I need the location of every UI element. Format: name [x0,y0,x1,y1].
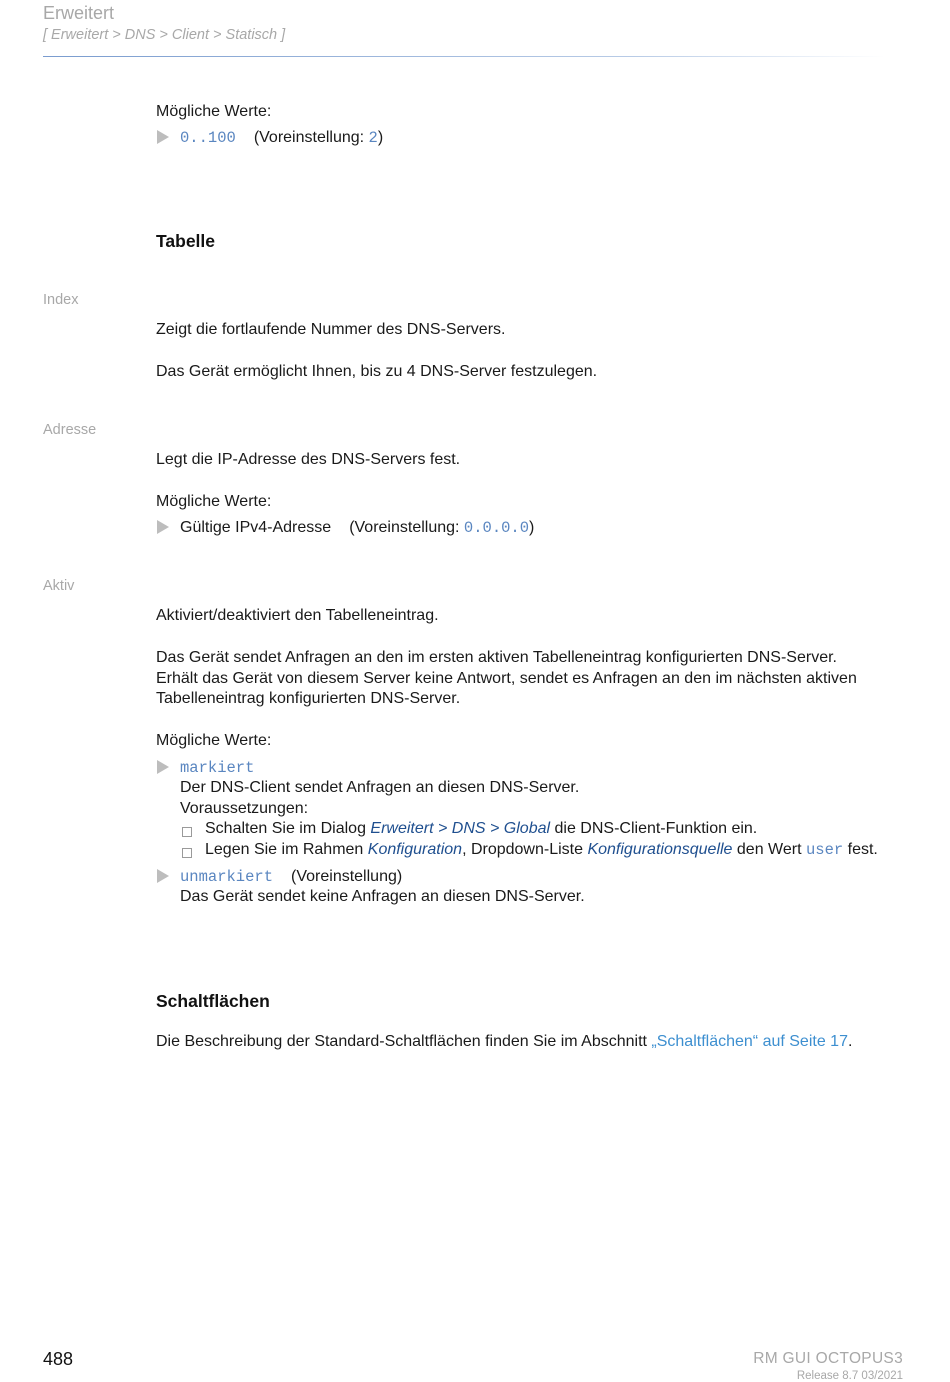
release-info: Release 8.7 03/2021 [796,1370,903,1382]
address-description: Legt die IP-Adresse des DNS-Servers fest. [156,451,461,468]
page-number: 488 [43,1349,74,1369]
checkbox-bullet-icon [182,845,192,863]
bullet-arrow-icon [157,869,169,888]
dropdown-link[interactable]: Konfigurationsquelle [587,841,733,858]
header-title: Erweitert [43,3,115,23]
default-value: 0.0.0.0 [463,519,530,537]
bullet-arrow-icon [157,130,169,149]
option-marked-description: Der DNS-Client sendet Anfragen an diesen DNS-Server. [180,779,580,796]
field-label-address: Adresse [43,422,97,438]
section-heading-table: Tabelle [156,231,216,251]
active-note-line3: Tabelleneintrag konfigurierten DNS-Server. [156,690,461,707]
option-default-tag: (Voreinstellung) [291,868,403,885]
field-label-active: Aktiv [43,578,75,594]
default-prefix: (Voreinstellung: [253,129,369,146]
product-name: RM GUI OCTOPUS3 [753,1350,903,1367]
range-value-item [180,128,383,149]
active-note-line1: Das Gerät sendet Anfragen an den im ersten aktiven Tabelleneintrag konfigurierten DNS-Server. [156,649,837,666]
option-marked-prerequisites: Voraussetzungen: [180,799,309,817]
bullet-arrow-icon [157,520,169,539]
prerequisite-item: Schalten Sie im Dialog Erweitert > DNS > Global die DNS-Client-Funktion ein. [205,820,758,837]
default-suffix: ) [377,129,384,146]
option-marked-value: markiert [180,759,255,777]
default-value: 2 [368,129,378,147]
active-description: Aktiviert/deaktiviert den Tabelleneintrag. [156,607,439,624]
range-value: 0..100 [180,129,236,147]
option-unmarked-value: unmarkiert (Voreinstellung) [180,868,403,886]
address-possible-values-label: Mögliche Werte: [156,493,272,510]
address-value-item [180,518,534,539]
bullet-arrow-icon [157,760,169,779]
field-label-index: Index [43,292,79,308]
prerequisite-item: Legen Sie im Rahmen Konfiguration, Dropdown-Liste Konfigurationsquelle den Wert user fest. [205,841,878,859]
code-value: user [805,841,844,859]
checkbox-bullet-icon [182,824,192,842]
index-note: Das Gerät ermöglicht Ihnen, bis zu 4 DNS-Server festzulegen. [156,363,598,380]
possible-values-label: Mögliche Werte: [156,103,272,120]
frame-link[interactable]: Konfiguration [367,841,463,858]
dialog-path-link[interactable]: Erweitert > DNS > Global [370,820,551,837]
breadcrumb: [ Erweitert > DNS > Client > Statisch ] [43,27,286,43]
option-unmarked-description: Das Gerät sendet keine Anfragen an diesen DNS-Server. [180,888,585,905]
cross-reference-link[interactable]: „Schaltflächen“ auf Seite 17 [651,1033,848,1050]
default-suffix: ) [529,519,535,536]
index-description: Zeigt die fortlaufende Nummer des DNS-Servers. [156,321,506,338]
buttons-description: Die Beschreibung der Standard-Schaltflächen finden Sie im Abschnitt „Schaltflächen“ auf Seite 17. [156,1033,853,1050]
header-divider [43,56,885,57]
active-note-line2: Erhält das Gerät von diesem Server keine Antwort, sendet es Anfragen an den im nächsten aktiven [156,669,857,687]
section-heading-buttons: Schaltflächen [156,991,270,1011]
active-possible-values-label: Mögliche Werte: [156,732,272,749]
default-prefix: (Voreinstellung: [349,519,464,536]
address-value-text: Gültige IPv4-Adresse [180,519,332,536]
